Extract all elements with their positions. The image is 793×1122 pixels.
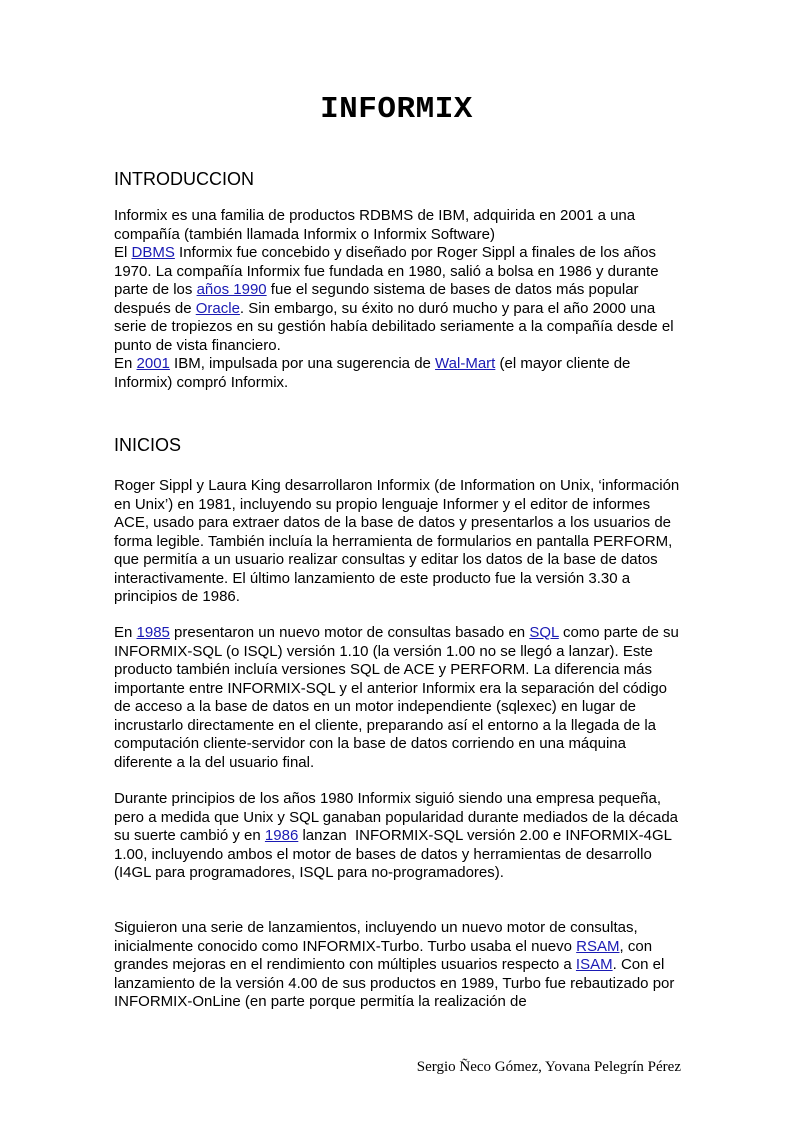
page-title: INFORMIX <box>320 92 473 127</box>
paragraph-text: como parte de su INFORMIX-SQL (o ISQL) versión 1.10 (la versión 1.00 no se llegó a lanzar). Este producto también incluía versiones SQL de ACE y PERFORM. La diferencia más importante entre INFORMIX-SQL y el anterior Informix era la separación del código de acceso a la base de datos en un motor independiente (sqlexec) en lugar de incrustarlo directamente en el cliente, preparando así el entorno a la llegada de la computación cliente-servidor con la base de datos corriendo en una máquina diferente a la del usuario final. <box>114 624 684 771</box>
paragraph-text: Durante principios de los años 1980 Informix siguió siendo una empresa pequeña, pero a medida que Unix y SQL ganaban popularidad durante mediados de la década su suerte cambió y en <box>114 790 683 844</box>
paragraph-text: Informix es una familia de productos RDBMS de IBM, adquirida en 2001 a una compañía (también llamada Informix o Informix Software) <box>114 207 640 243</box>
inicios-paragraph-4 <box>114 919 686 1012</box>
link-2001[interactable]: 2001 <box>136 355 170 372</box>
inicios-paragraph-2 <box>114 624 686 772</box>
link-dbms[interactable]: DBMS <box>131 244 175 261</box>
link-oracle[interactable]: Oracle <box>195 299 240 317</box>
link-1986[interactable]: 1986 <box>264 827 299 844</box>
section-heading-inicios: INICIOS <box>114 435 182 455</box>
paragraph-text: El <box>114 244 132 261</box>
inicios-paragraph-1 <box>114 477 686 607</box>
link-wal-mart[interactable]: Wal-Mart <box>435 355 496 372</box>
paragraph-text: En <box>114 355 137 372</box>
paragraph-text: . Con el lanzamiento de la versión 4.00 de sus productos en 1989, Turbo fue rebautizado por INFORMIX-OnLine (en parte porque permitía la realización de <box>114 956 679 1010</box>
paragraph-text: . Sin embargo, su éxito no duró mucho y para el año 2000 una serie de tropiezos en su gestión había debilitado seriamente a la compañía desde el punto de vista financiero. <box>114 299 678 354</box>
paragraph-text: Siguieron una serie de lanzamientos, incluyendo un nuevo motor de consultas, inicialmente conocido como INFORMIX-Turbo. Turbo usaba el nuevo <box>114 919 642 955</box>
paragraph-text: lanzan INFORMIX-SQL versión 2.00 e INFORMIX-4GL 1.00, incluyendo ambos el motor de bases de datos y herramientas de desarrollo (I4GL para programadores, ISQL para no-programadores). <box>114 827 676 881</box>
paragraph-text: (el mayor cliente de Informix) compró Informix. <box>114 355 635 391</box>
paragraph-text: , con grandes mejoras en el rendimiento con múltiples usuarios respecto a <box>114 937 657 973</box>
paragraph-text: IBM, impulsada por una sugerencia de <box>169 355 436 372</box>
paragraph-text: presentaron un nuevo motor de consultas basado en <box>169 624 530 641</box>
link-isam[interactable]: ISAM <box>575 956 613 973</box>
intro-paragraph <box>114 207 686 392</box>
paragraph-text: fue el segundo sistema de bases de datos más popular después de <box>114 281 643 317</box>
paragraph-text: Informix fue concebido y diseñado por Roger Sippl a finales de los años 1970. La compañía Informix fue fundada en 1980, salió a bolsa en 1986 y durante parte de los <box>114 244 663 298</box>
link-rsam[interactable]: RSAM <box>576 937 620 955</box>
paragraph-text: En <box>114 624 137 641</box>
link-1985[interactable]: 1985 <box>136 624 170 641</box>
link-sql[interactable]: SQL <box>529 624 559 641</box>
page-footer: Sergio Ñeco Gómez, Yovana Pelegrín Pérez <box>416 1059 681 1075</box>
link-a-os-1990[interactable]: años 1990 <box>196 281 267 298</box>
section-heading-introduccion: INTRODUCCION <box>114 169 254 189</box>
inicios-paragraph-3 <box>114 790 686 883</box>
paragraph-text: Roger Sippl y Laura King desarrollaron Informix (de Information on Unix, ‘información en Unix’) en 1981, incluyendo su propio lenguaje Informer y el editor de informes ACE, usado para extraer datos de la base de datos y presentarlos a los usuarios de forma legible. También incluía la herramienta de formularios en pantalla PERFORM, que permitía a un usuario realizar consultas y editar los datos de la base de datos interactivamente. El último lanzamiento de este producto fue la versión 3.30 a principios de 1986. <box>114 477 684 605</box>
